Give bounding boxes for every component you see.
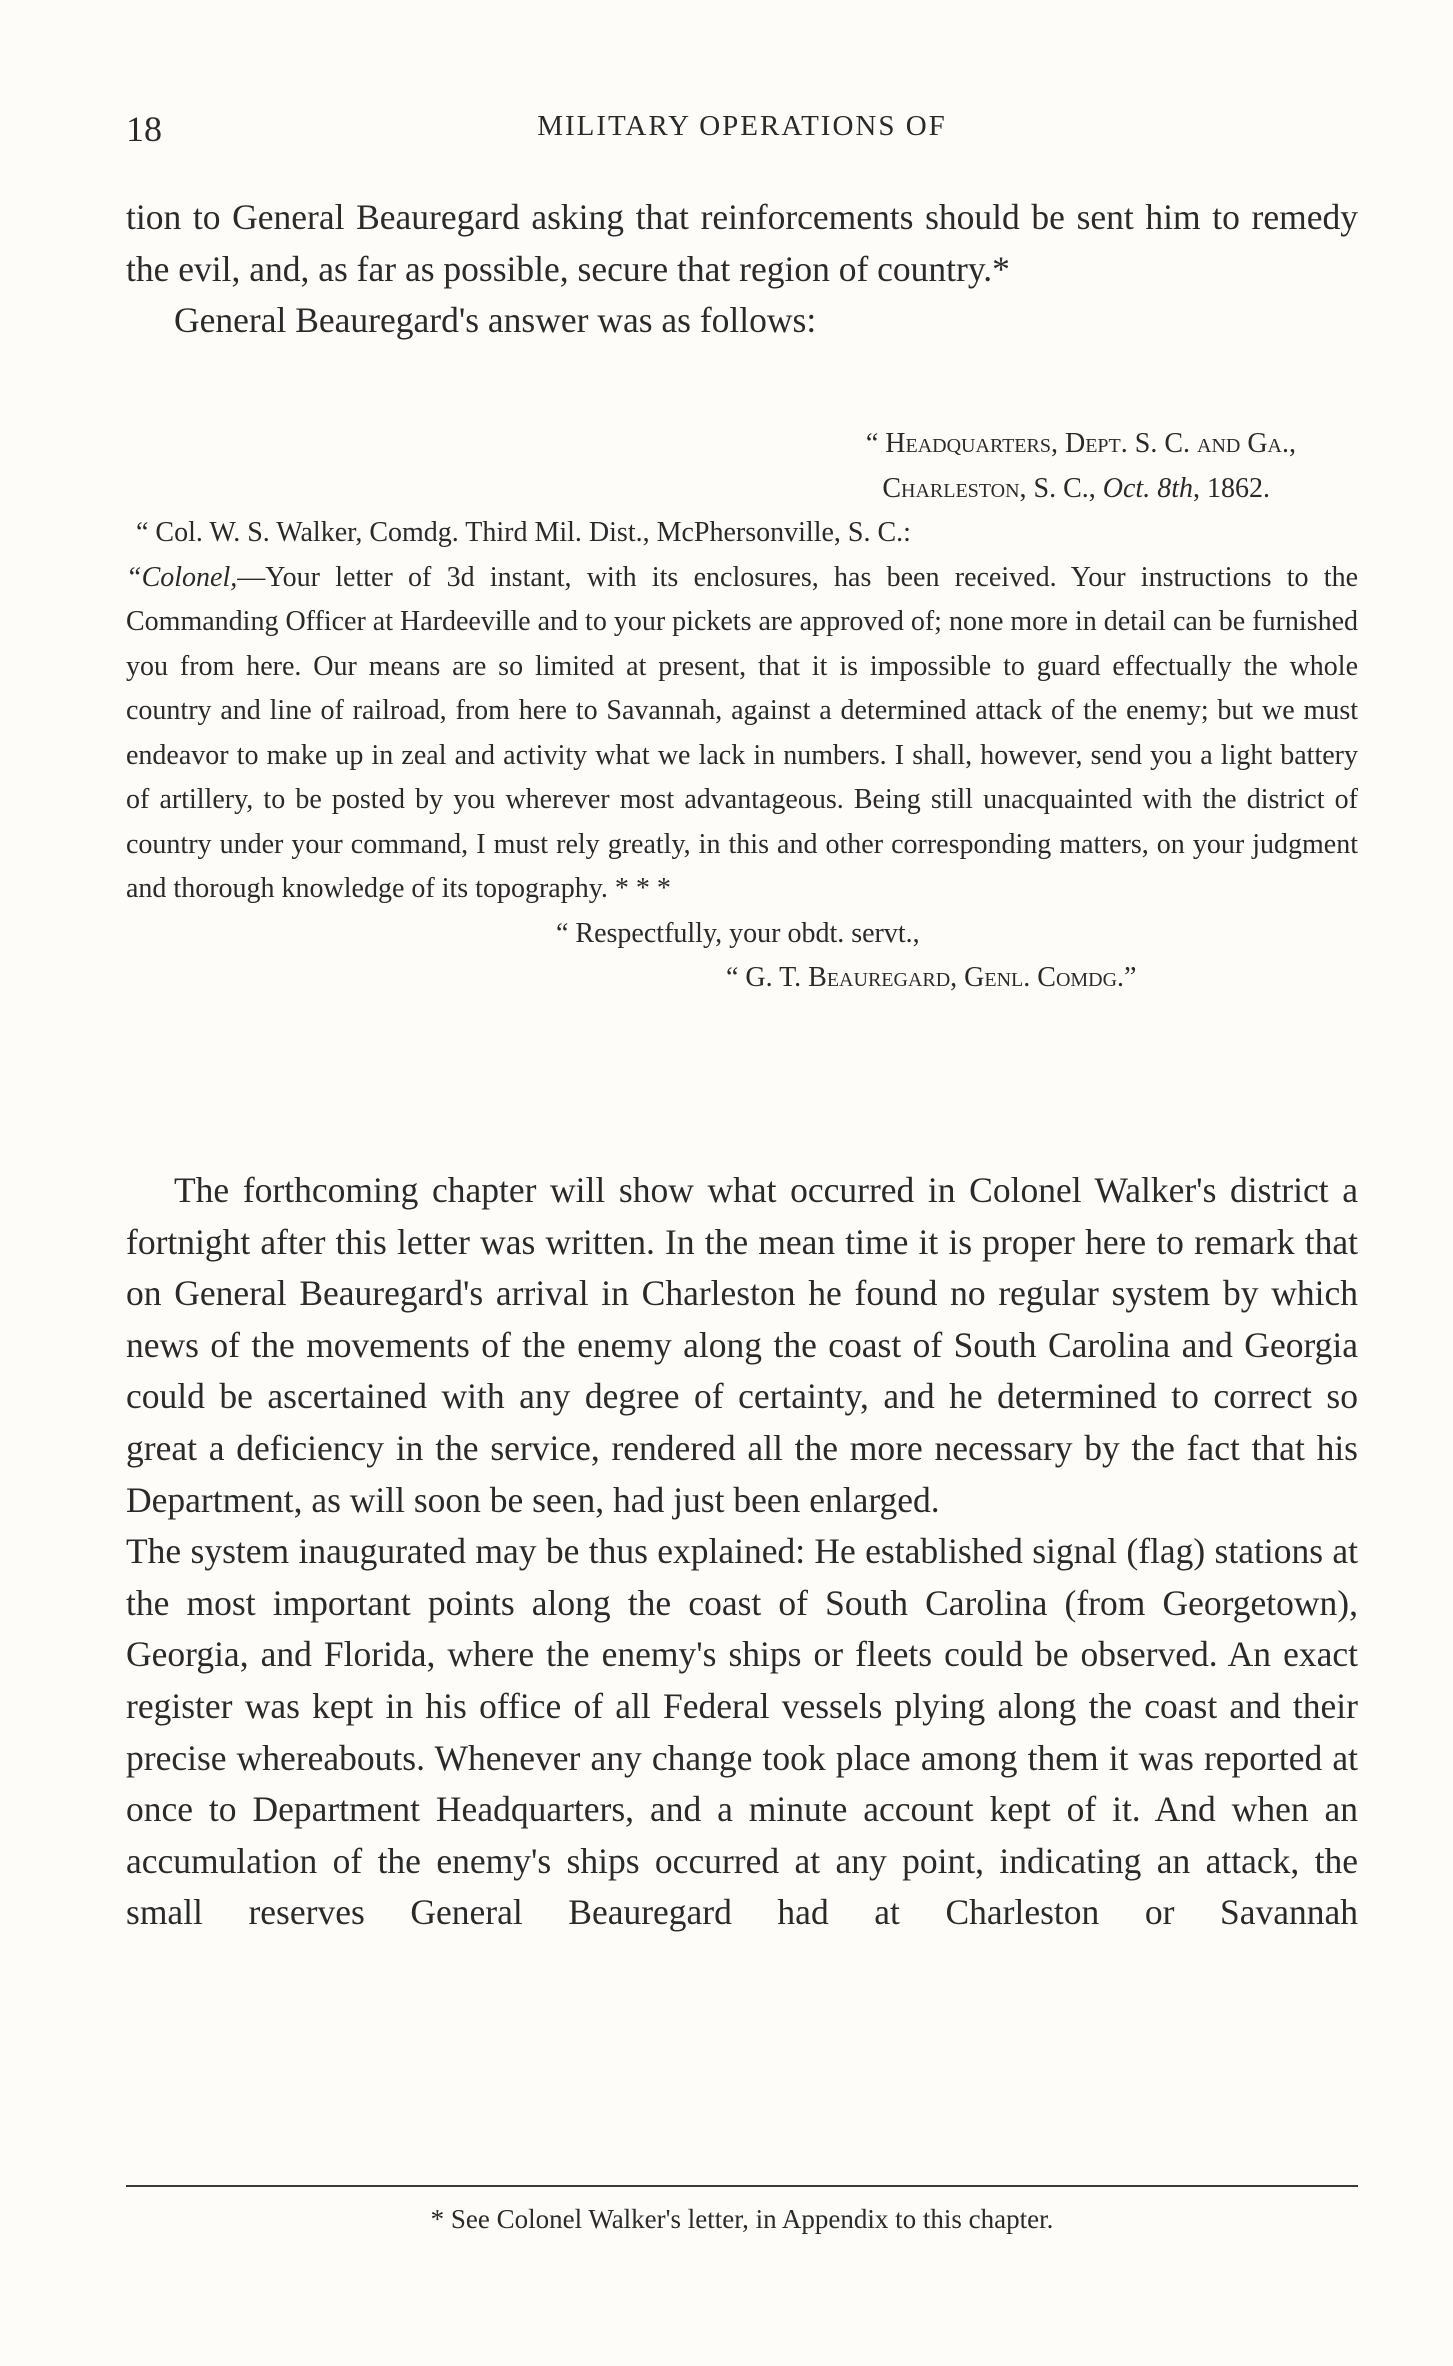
quoted-letter — [126, 422, 1358, 1001]
letter-closing: “ Respectfully, your obdt. servt., — [556, 917, 920, 949]
letter-body — [126, 556, 1358, 912]
letter-body-text: —Your letter of 3d instant, with its enclosures, has been received. Your instructions to the Commanding Officer at Hardeeville and to your pickets are approved of; none more in detail can be furnished you from here. Our means are so limited at present, that it is impossible to guard effectually the whole country and line of railroad, from here to Savannah, against a determined attack of the enemy; but we must endeavor to make up in zeal and activity what we lack in numbers. I shall, however, send you a light battery of artillery, to be posted by you wherever most advantageous. Being still unacquainted with the district of country under your command, I must rely greatly, in this and other corresponding matters, on your judgment and thorough knowledge of its topography. * * * — [126, 561, 1358, 904]
letter-address: “ Col. W. S. Walker, Comdg. Third Mil. Dist., McPhersonville, S. C.: — [136, 517, 911, 548]
letter-signature: “ G. T. Beauregard, Genl. Comdg.” — [726, 962, 1137, 993]
letter-heading-line-1: “ Headquarters, Dept. S. C. and Ga., — [865, 428, 1296, 459]
body-paragraph-1: The forthcoming chapter will show what occurred in Colonel Walker's district a fortnight after this letter was written. In the mean time it is proper here to remark that on General Beauregard's arrival in Charleston he found no regular system by which news of the movements of the enemy along the coast of South Carolina and Georgia could be ascertained with any degree of certainty, and he determined to correct so great a deficiency in the service, rendered all the more necessary by the fact that his Department, as will soon be seen, had just been enlarged. — [126, 1170, 1358, 1520]
body-paragraph-2: The system inaugurated may be thus explained: He established signal (flag) stations at the most important points along the coast of South Carolina (from Georgetown), Georgia, and Florida, where the enemy's ships or fleets could be observed. An exact register was kept in his office of all Federal vessels plying along the coast and their precise whereabouts. Whenever any change took place among them it was reported at once to Department Headquarters, and a minute account kept of it. And when an accumulation of the enemy's ships occurred at any point, indicating an attack, the small reserves General Beauregard had at Charleston or Savannah — [126, 1531, 1358, 1933]
footnote-rule — [126, 2185, 1358, 2187]
letter-heading-line-2: Charleston, S. C., Oct. 8th, 1862. — [882, 472, 1270, 504]
intro-text — [126, 192, 1358, 347]
intro-paragraph-2: General Beauregard's answer was as follows: — [174, 300, 817, 340]
page-number: 18 — [126, 109, 162, 149]
running-title: MILITARY OPERATIONS OF — [537, 110, 947, 142]
running-header — [126, 108, 1358, 158]
footnote: * See Colonel Walker's letter, in Appendix to this chapter. — [430, 2204, 1054, 2234]
main-text — [126, 1165, 1358, 1939]
letter-salutation: “Colonel, — [126, 561, 238, 593]
intro-paragraph-1: tion to General Beauregard asking that reinforcements should be sent him to remedy the evil, and, as far as possible, secure that region of country.* — [126, 197, 1358, 289]
